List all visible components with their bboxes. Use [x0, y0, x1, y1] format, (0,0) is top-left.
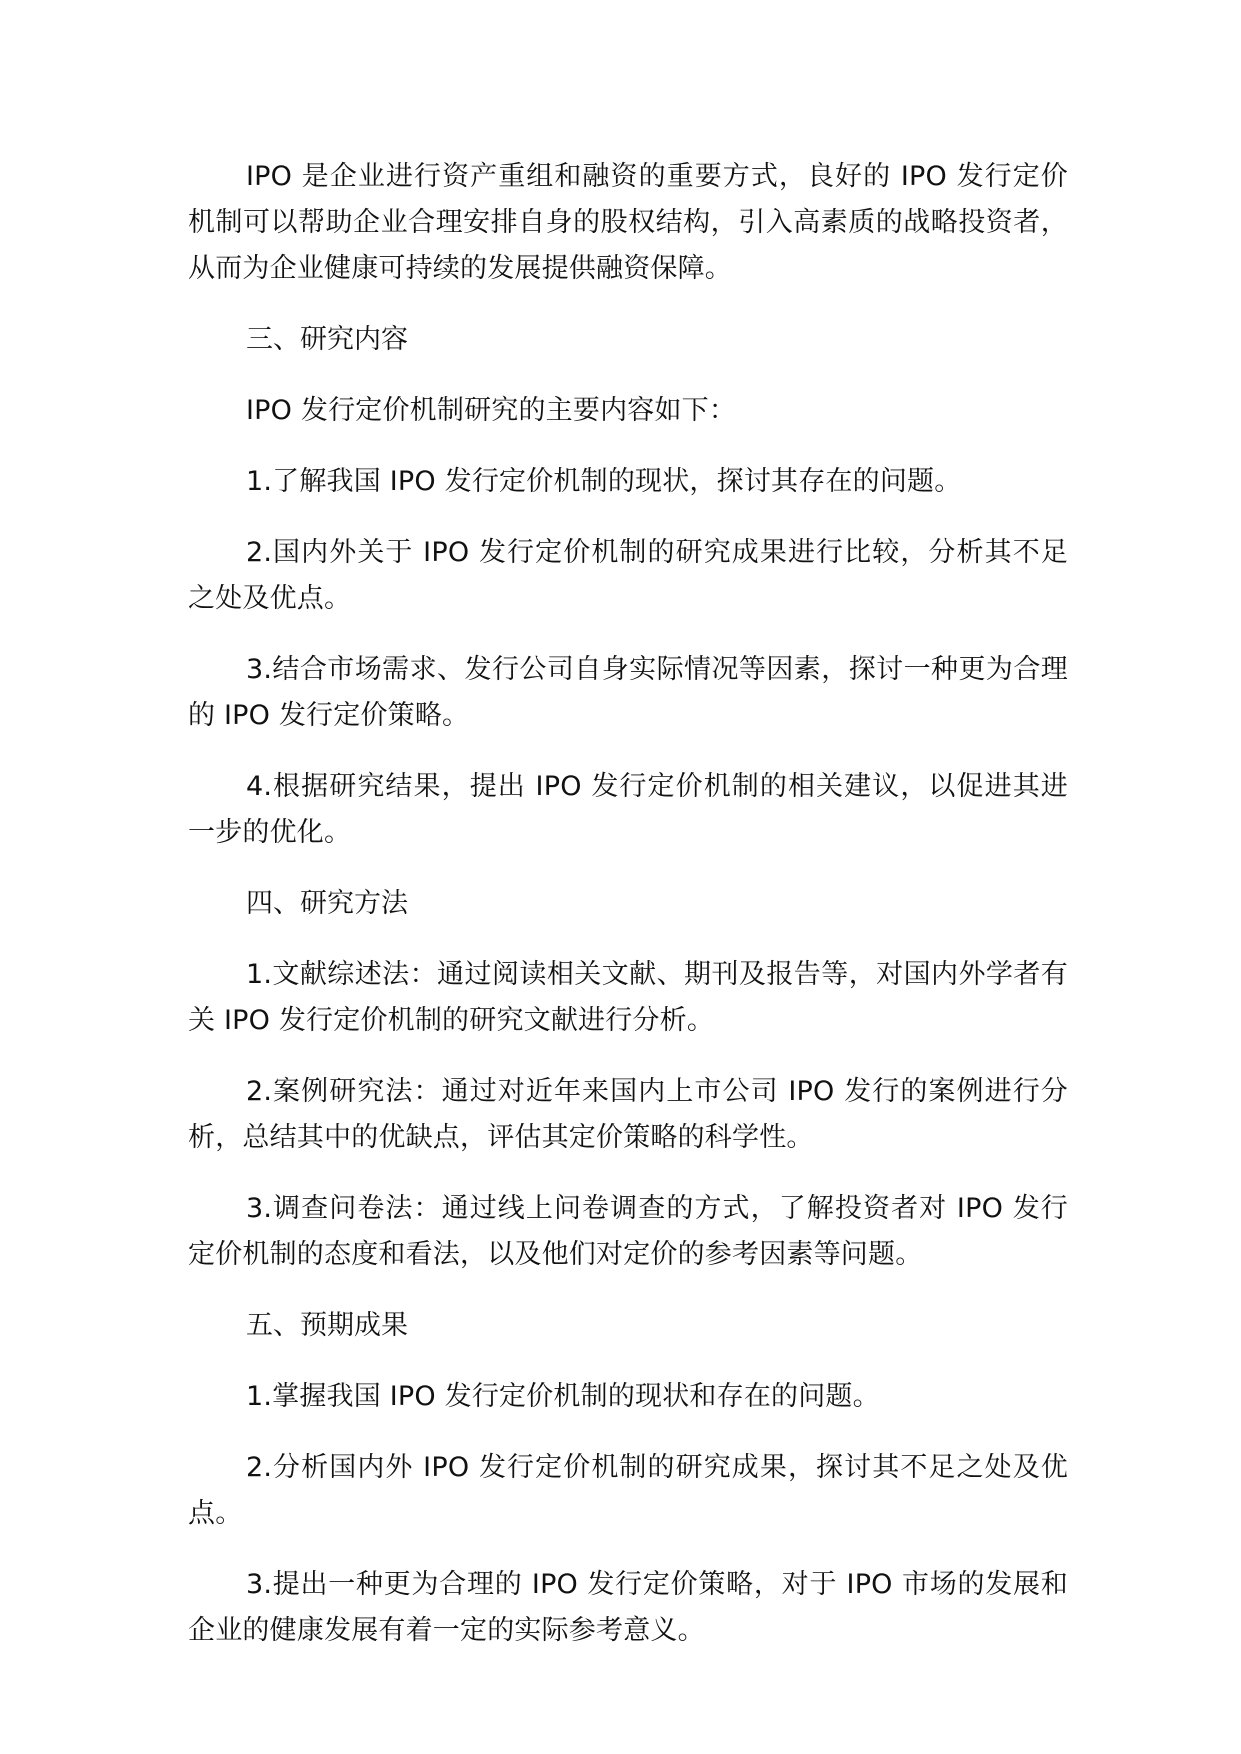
list-item: 3.调查问卷法：通过线上问卷调查的方式，了解投资者对 IPO 发行定价机制的态度和看法，以及他们对定价的参考因素等问题。: [188, 1193, 1068, 1270]
intro-paragraph: IPO 是企业进行资产重组和融资的重要方式，良好的 IPO 发行定价机制可以帮助企业合理安排自身的股权结构，引入高素质的战略投资者，从而为企业健康可持续的发展提供融资保障。: [188, 161, 1068, 284]
list-item: 2.案例研究法：通过对近年来国内上市公司 IPO 发行的案例进行分析，总结其中的优缺点，评估其定价策略的科学性。: [188, 1076, 1068, 1153]
list-item: 4.根据研究结果，提出 IPO 发行定价机制的相关建议，以促进其进一步的优化。: [188, 771, 1068, 848]
document-body: [188, 154, 1068, 1679]
section-heading-research-methods: 四、研究方法: [246, 888, 408, 919]
list-item: 2.国内外关于 IPO 发行定价机制的研究成果进行比较，分析其不足之处及优点。: [188, 537, 1068, 614]
section-heading-research-content: 三、研究内容: [246, 324, 408, 355]
list-item: 1.了解我国 IPO 发行定价机制的现状，探讨其存在的问题。: [246, 466, 962, 497]
paragraph: IPO 发行定价机制研究的主要内容如下：: [246, 395, 737, 426]
list-item: 1.掌握我国 IPO 发行定价机制的现状和存在的问题。: [246, 1381, 880, 1412]
section-heading-expected-results: 五、预期成果: [246, 1310, 408, 1341]
list-item: 3.结合市场需求、发行公司自身实际情况等因素，探讨一种更为合理的 IPO 发行定价策略。: [188, 654, 1068, 731]
list-item: 1.文献综述法：通过阅读相关文献、期刊及报告等，对国内外学者有关 IPO 发行定价机制的研究文献进行分析。: [188, 959, 1068, 1036]
list-item: 2.分析国内外 IPO 发行定价机制的研究成果，探讨其不足之处及优点。: [188, 1452, 1068, 1529]
list-item: 3.提出一种更为合理的 IPO 发行定价策略，对于 IPO 市场的发展和企业的健康发展有着一定的实际参考意义。: [188, 1569, 1068, 1646]
